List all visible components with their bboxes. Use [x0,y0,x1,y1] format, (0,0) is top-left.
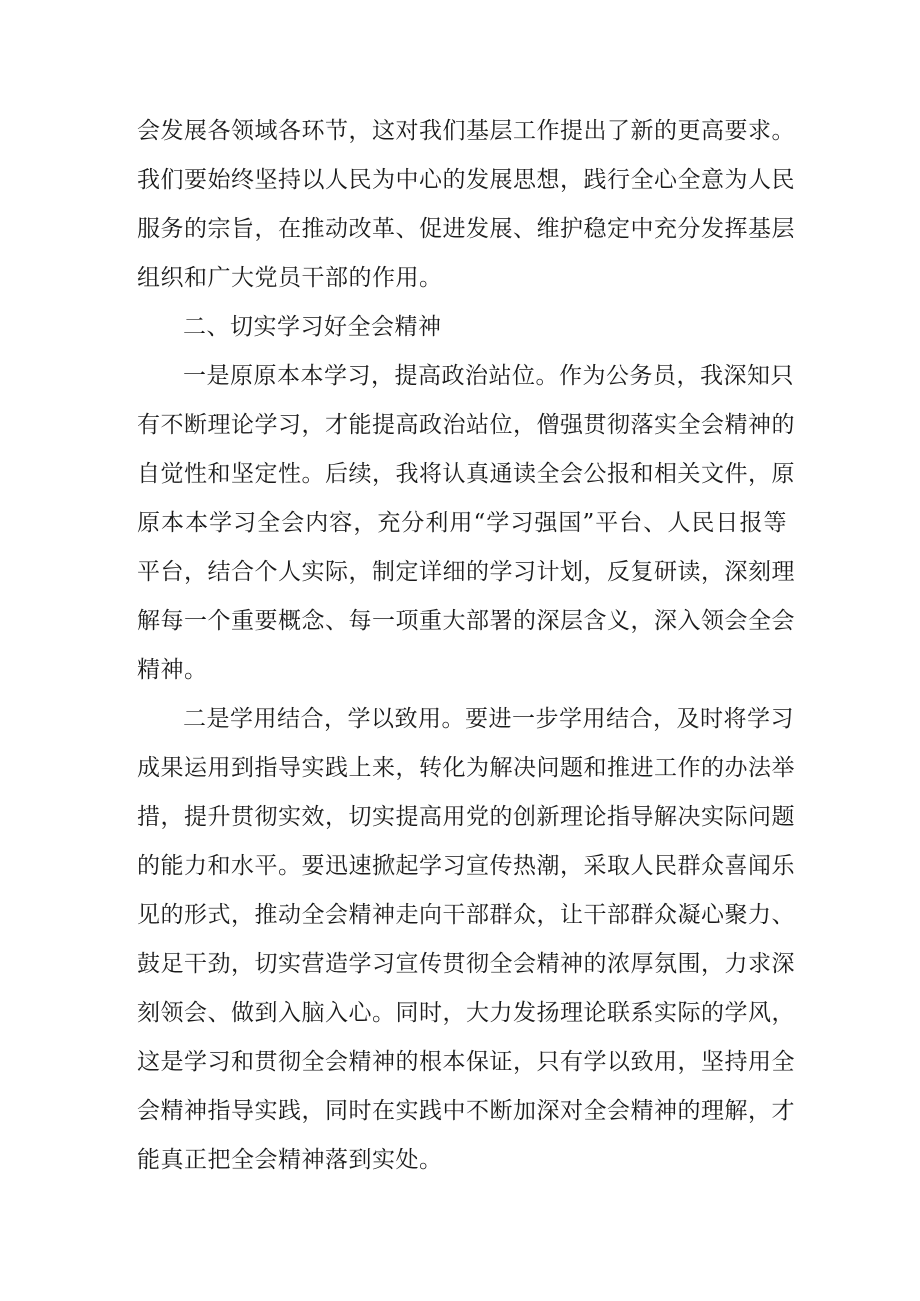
text-line: 的能力和水平。要迅速掀起学习宣传热潮，采取人民群众喜闻乐 [137,853,795,879]
section-heading: 二、切实学习好全会精神 [183,314,442,340]
text-line: 有不断理论学习，才能提高政治站位，僧强贯彻落实全会精神的 [137,412,795,438]
text-line: 这是学习和贯彻全会精神的根本保证，只有学以致用，坚持用全 [137,1049,795,1075]
text-line: 一是原原本本学习，提高政治站位。作为公务员，我深知只 [183,363,794,389]
text-line: 见的形式，推动全会精神走向干部群众，让干部群众凝心聚力、 [137,902,795,928]
section-two [137,303,795,695]
text-line: 会精神指导实践，同时在实践中不断加深对全会精神的理解，才 [137,1098,795,1124]
text-line: 精神。 [137,657,208,683]
text-line: 鼓足干劲，切实营造学习宣传贯彻全会精神的浓厚氛围，力求深 [137,951,795,977]
text-line: 解每一个重要概念、每一项重大部署的深层含义，深入领会全会 [137,608,795,634]
paragraph-intro [137,107,795,303]
text-line: 平台，结合个人实际，制定详细的学习计划，反复研读，深刻理 [137,559,795,585]
text-line: 刻领会、做到入脑入心。同时，大力发扬理论联系实际的学风， [137,1000,795,1026]
text-line: 二是学用结合，学以致用。要进一步学用结合，及时将学习 [183,706,794,732]
text-line: 自觉性和坚定性。后续，我将认真通读全会公报和相关文件，原 [137,461,795,487]
text-line: 措，提升贯彻实效，切实提高用党的创新理论指导解决实际问题 [137,804,795,830]
text-line: 会发展各领域各环节，这对我们基层工作提出了新的更高要求。 [137,118,795,144]
text-line: 组织和广大党员干部的作用。 [137,265,443,291]
text-line: 原本本学习全会内容，充分利用“学习强国”平台、人民日报等 [137,510,787,536]
text-line: 能真正把全会精神落到实处。 [137,1147,443,1173]
paragraph-two [137,695,795,1185]
text-line: 成果运用到指导实践上来，转化为解决问题和推进工作的办法举 [137,755,795,781]
text-line: 服务的宗旨，在推动改革、促进发展、维护稳定中充分发挥基层 [137,216,795,242]
text-line: 我们要始终坚持以人民为中心的发展思想，践行全心全意为人民 [137,167,795,193]
